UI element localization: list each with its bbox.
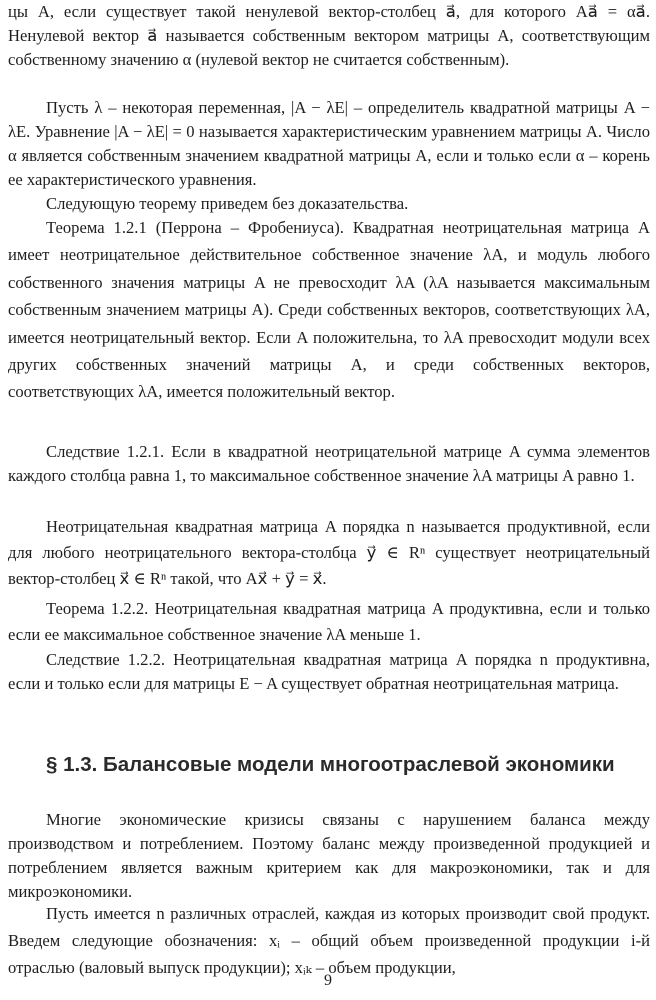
paragraph-corollary-1-2-2: Следствие 1.2.2. Неотрицательная квадратная матрица A порядка n продуктивна, если и только если для матрицы E − A существует обратная неотрицательная матрица. xyxy=(8,650,650,693)
paragraph-eigenvector-definition: цы A, если существует такой ненулевой вектор-столбец a⃗, для которого Aa⃗ = αa⃗. Ненулевой вектор a⃗ называется собственным вектором матрицы A, соответствующим собственному значению α (нулевой вектор не считается собственным). xyxy=(8,2,650,69)
paragraph-productive-matrix: Неотрицательная квадратная матрица A порядка n называется продуктивной, если для любого неотрицательного вектора-столбца y⃗ ∈ Rⁿ существует неотрицательный вектор-столбец x⃗ ∈ Rⁿ такой, что Ax⃗ + y⃗ = x⃗. xyxy=(8,517,650,588)
paragraph-balance-intro: Многие экономические кризисы связаны с нарушением баланса между производством и потреблением. Поэтому баланс между произведенной продукцией и потреблением является важным критерием как для макроэкономики, так и для микроэкономики. xyxy=(8,810,650,901)
paragraph-theorem-1-2-1: Теорема 1.2.1 (Перрона – Фробениуса). Квадратная неотрицательная матрица A имеет неотрицательное действительное собственное значение λA, и модуль любого собственного значения матрицы A не превосходит λA (λA называется максимальным собственным значением матрицы A). Среди собственных векторов, соответствующих λA, имеется неотрицательный вектор. Если A положительна, то λA превосходит модули всех других собственных значений матрицы A, и среди собственных векторов, соответствующих λA, имеется положительный вектор. xyxy=(8,218,650,402)
paragraph-corollary-1-2-1: Следствие 1.2.1. Если в квадратной неотрицательной матрице A сумма элементов каждого столбца равна 1, то максимальное собственное значение λA матрицы A равно 1. xyxy=(8,442,650,485)
page-number: 9 xyxy=(324,972,332,989)
paragraph-theorem-1-2-2: Теорема 1.2.2. Неотрицательная квадратная матрица A продуктивна, если и только если ее максимальное собственное значение λA меньше 1. xyxy=(8,599,650,644)
section-heading: § 1.3. Балансовые модели многоотраслевой экономики xyxy=(46,753,615,776)
paragraph-no-proof: Следующую теорему приведем без доказательства. xyxy=(46,194,409,213)
paragraph-notation: Пусть имеется n различных отраслей, каждая из которых производит свой продукт. Введем следующие обозначения: xᵢ – общий объем произведенной продукции i-й отраслью (валовый выпуск продукции); xᵢₖ – объем продукции, xyxy=(8,904,650,977)
paragraph-characteristic-equation: Пусть λ – некоторая переменная, |A − λE| – определитель квадратной матрицы A − λE. Уравнение |A − λE| = 0 называется характеристическим уравнением матрицы A. Число α является собственным значением квадратной матрицы A, если и только если α – корень ее характеристического уравнения. xyxy=(8,98,650,189)
